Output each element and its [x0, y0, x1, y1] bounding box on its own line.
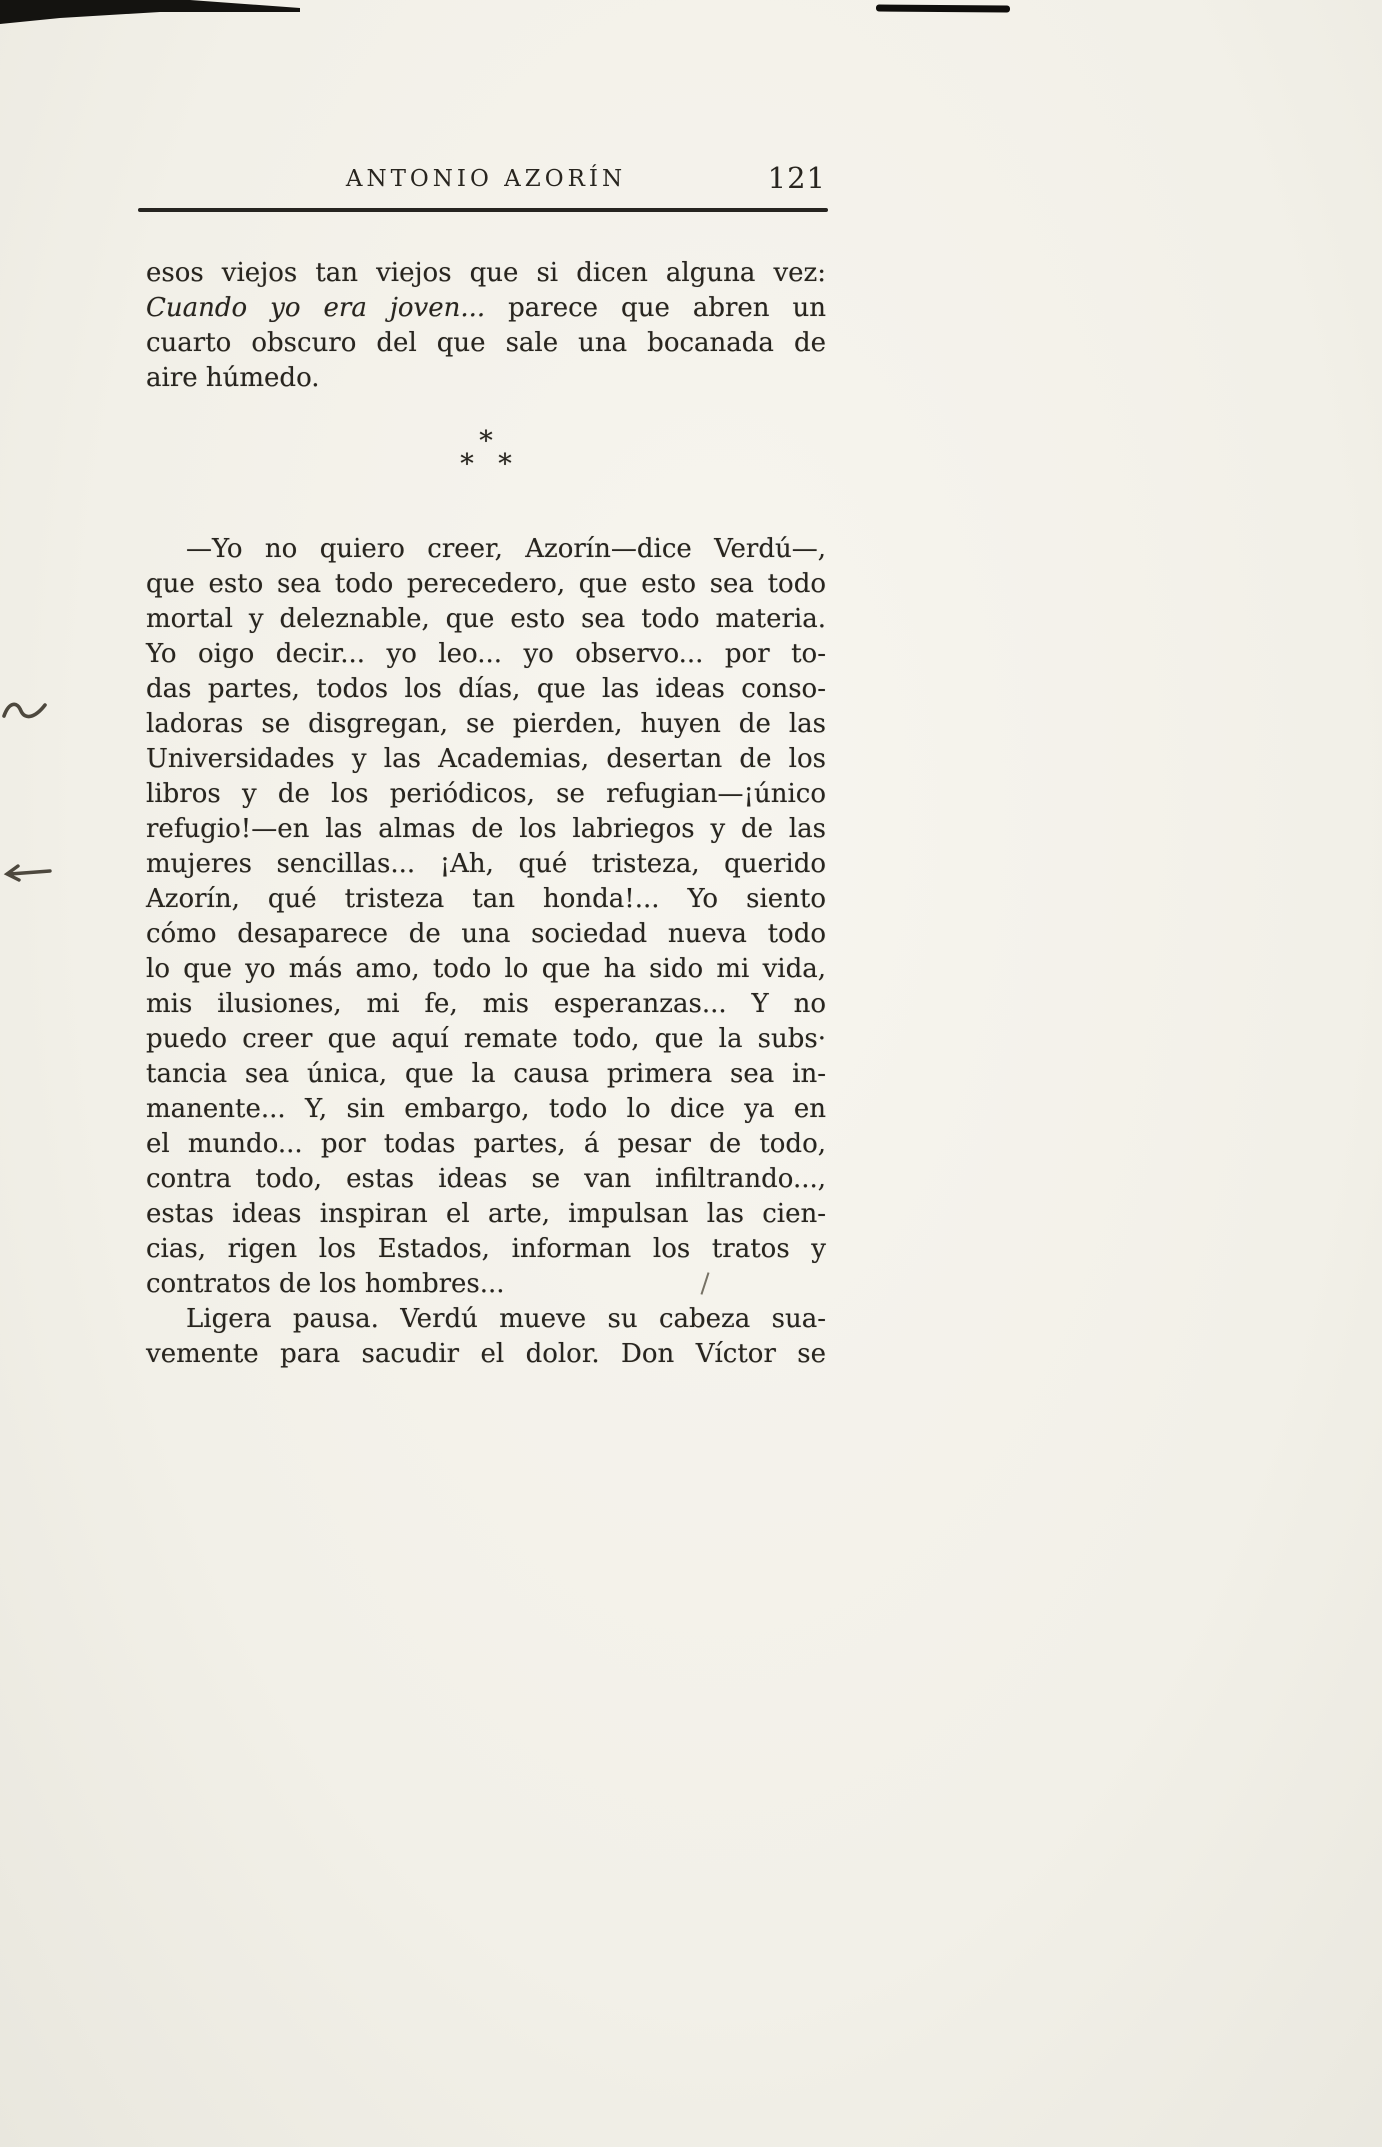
scan-artifact-top-right	[876, 5, 1010, 13]
text-line	[146, 256, 826, 291]
body-text	[146, 256, 826, 1372]
line-text: aire húmedo.	[146, 363, 320, 393]
text-line: cias, rigen los Estados, informan los tratos y	[146, 1234, 826, 1264]
text-line: puedo creer que aquí remate todo, que la subs·	[146, 1024, 826, 1054]
text-line	[146, 326, 826, 361]
text-line: manente... Y, sin embargo, todo lo dice ya en	[146, 1094, 826, 1124]
text-line: vemente para sacudir el dolor. Don Víctor se	[146, 1339, 826, 1369]
text-line: cómo desaparece de una sociedad nueva todo	[146, 919, 826, 949]
asterisk-bottom: * *	[460, 449, 512, 480]
scan-artifact-top-left	[0, 0, 300, 26]
text-line: Azorín, qué tristeza tan honda!... Yo siento	[146, 884, 826, 914]
text-line	[146, 361, 826, 396]
paragraph-narration	[146, 1302, 826, 1372]
margin-annotation-dash	[0, 862, 52, 884]
header-rule	[138, 208, 828, 212]
text-line: tancia sea única, que la causa primera sea in-	[146, 1059, 826, 1089]
line-text: cuarto obscuro del que sale una bocanada de	[146, 328, 826, 358]
asterisk-top: *	[479, 426, 493, 457]
running-title: ANTONIO AZORÍN	[345, 166, 627, 192]
text-line: lo que yo más amo, todo lo que ha sido mi vida,	[146, 954, 826, 984]
text-line: mujeres sencillas... ¡Ah, qué tristeza, querido	[146, 849, 826, 879]
text-line: Ligera pausa. Verdú mueve su cabeza sua-	[186, 1304, 826, 1334]
text-line: que esto sea todo perecedero, que esto sea todo	[146, 569, 826, 599]
text-line: das partes, todos los días, que las ideas conso-	[146, 674, 826, 704]
line-text: esos viejos tan viejos que si dicen alguna vez:	[146, 258, 826, 288]
text-line: refugio!—en las almas de los labriegos y de las	[146, 814, 826, 844]
page-header	[146, 161, 826, 212]
margin-annotation-squiggle	[2, 696, 48, 726]
italic-phrase: Cuando yo era joven...	[146, 293, 486, 323]
paragraph-dialogue	[146, 532, 826, 1302]
text-line: contra todo, estas ideas se van infiltrando...,	[146, 1164, 826, 1194]
text-line: libros y de los periódicos, se refugian—¡único	[146, 779, 826, 809]
text-line: Universidades y las Academias, desertan de los	[146, 744, 826, 774]
line-text: parece que abren un	[485, 293, 827, 323]
text-line	[146, 291, 826, 326]
text-line: contratos de los hombres...	[146, 1269, 505, 1299]
page-number: 121	[767, 161, 826, 195]
text-line: estas ideas inspiran el arte, impulsan las cien-	[146, 1199, 826, 1229]
text-line: el mundo... por todas partes, á pesar de todo,	[146, 1129, 826, 1159]
text-column	[146, 161, 827, 1372]
text-line: —Yo no quiero creer, Azorín—dice Verdú—,	[186, 534, 826, 564]
text-line: ladoras se disgregan, se pierden, huyen de las	[146, 709, 826, 739]
asterism-separator	[146, 426, 826, 480]
text-line: Yo oigo decir... yo leo... yo observo... por to-	[146, 639, 826, 669]
paragraph-continuation	[146, 256, 826, 396]
text-line: mortal y deleznable, que esto sea todo materia.	[146, 604, 826, 634]
text-line: mis ilusiones, mi fe, mis esperanzas... Y no	[146, 989, 826, 1019]
